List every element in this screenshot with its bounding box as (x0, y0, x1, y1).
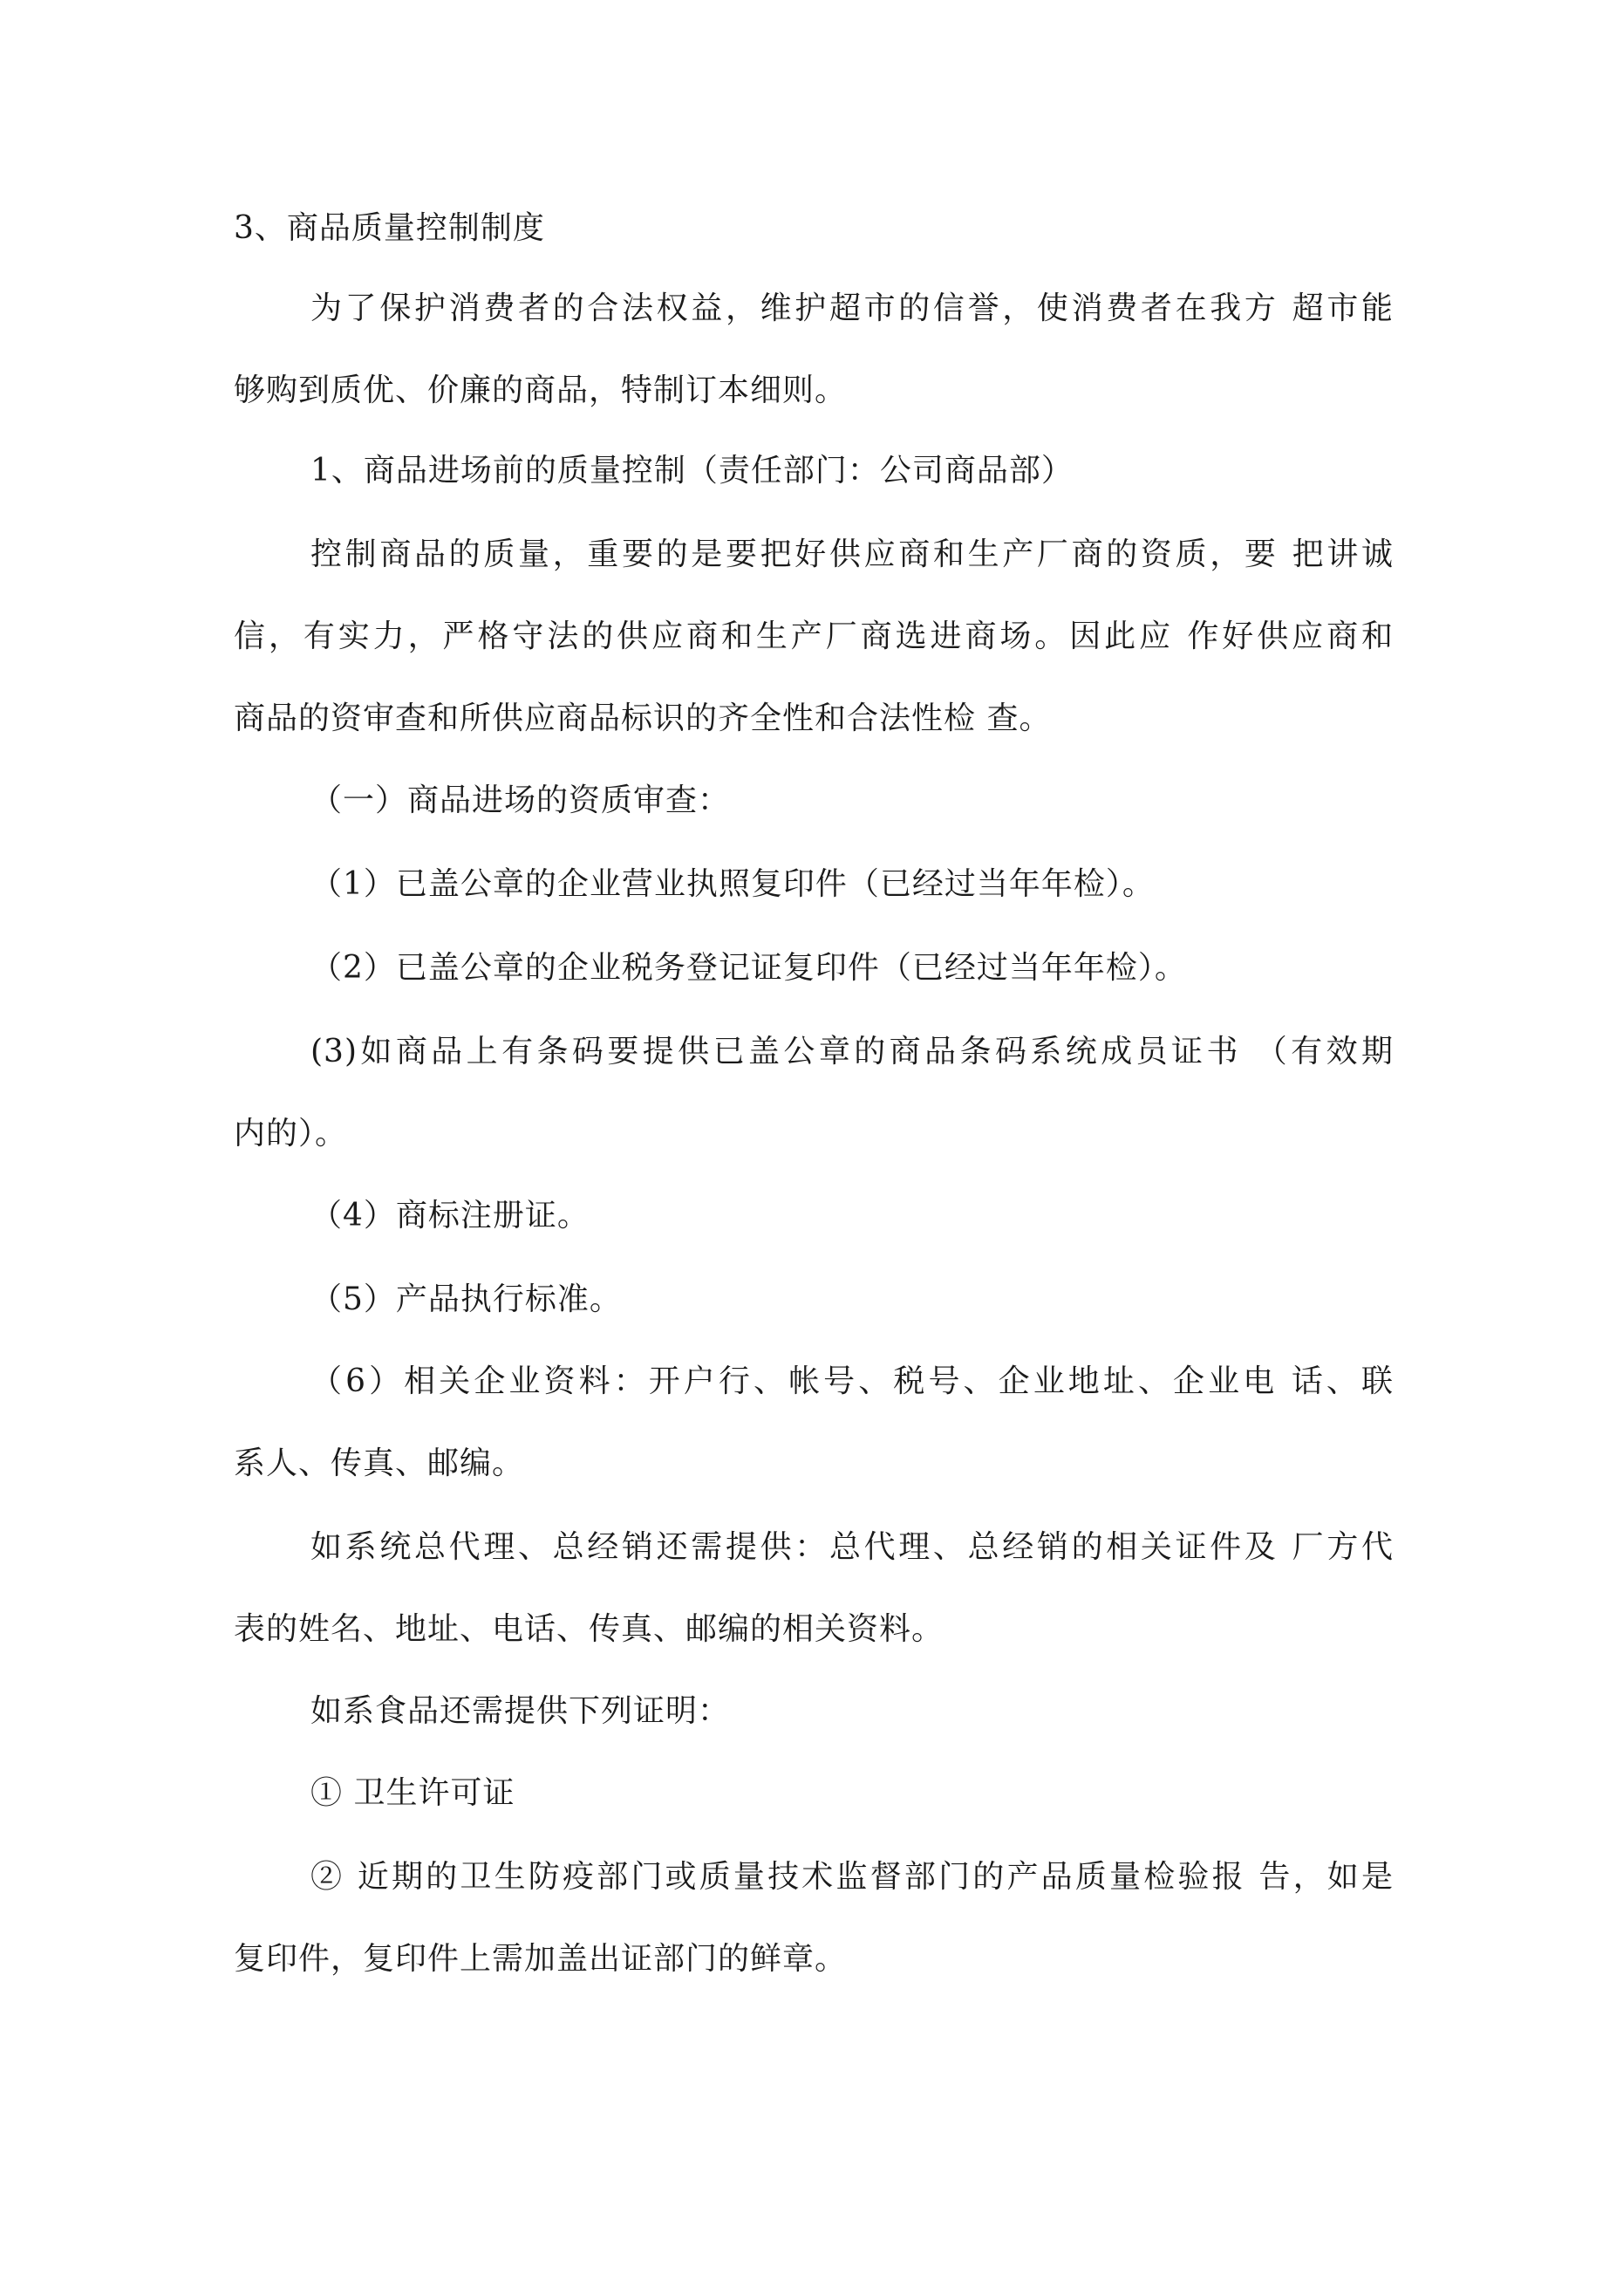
list-item: （1）已盖公章的企业营业执照复印件（已经过当年年检）。 (310, 866, 1155, 902)
paragraph-line: 够购到质优、价廉的商品，特制订本细则。 (234, 372, 848, 408)
list-item-continuation: 内的）。 (234, 1116, 348, 1151)
subsection-heading: 1、商品进场前的质量控制（责任部门：公司商品部） (310, 453, 1074, 489)
section-heading: 3、商品质量控制制度 (234, 210, 545, 246)
paragraph-line: 控制商品的质量，重要的是要把好供应商和生产厂商的资质，要 把讲诚 (310, 536, 1394, 572)
paragraph-line: 如系食品还需提供下列证明： (310, 1693, 731, 1729)
list-item-continuation: 复印件，复印件上需加盖出证部门的鲜章。 (234, 1941, 848, 1977)
list-item-continuation: 系人、传真、邮编。 (234, 1445, 525, 1481)
paragraph-line: 商品的资审查和所供应商品标识的齐全性和合法性检 查。 (234, 700, 1052, 736)
paragraph-line: 为了保护消费者的合法权益，维护超市的信誉，使消费者在我方 超市能 (310, 290, 1394, 326)
paragraph-line: 表的姓名、地址、电话、传真、邮编的相关资料。 (234, 1611, 944, 1647)
list-item: ① 卫生许可证 (310, 1775, 515, 1811)
paragraph-line: 如系统总代理、总经销还需提供：总代理、总经销的相关证件及 厂方代 (310, 1529, 1394, 1565)
list-heading: （一）商品进场的资质审查： (310, 782, 731, 818)
list-item: （4）商标注册证。 (310, 1198, 590, 1233)
list-item: （2）已盖公章的企业税务登记证复印件（已经过当年年检）。 (310, 950, 1187, 986)
list-item: (3)如商品上有条码要提供已盖公章的商品条码系统成员证书 （有效期 (310, 1034, 1394, 1069)
list-item: （6）相关企业资料：开户行、帐号、税号、企业地址、企业电 话、联 (310, 1363, 1394, 1399)
paragraph-line: 信，有实力，严格守法的供应商和生产厂商选进商场。因此应 作好供应商和 (234, 618, 1394, 654)
list-item: ② 近期的卫生防疫部门或质量技术监督部门的产品质量检验报 告，如是 (310, 1859, 1394, 1895)
list-item: （5）产品执行标准。 (310, 1281, 622, 1317)
